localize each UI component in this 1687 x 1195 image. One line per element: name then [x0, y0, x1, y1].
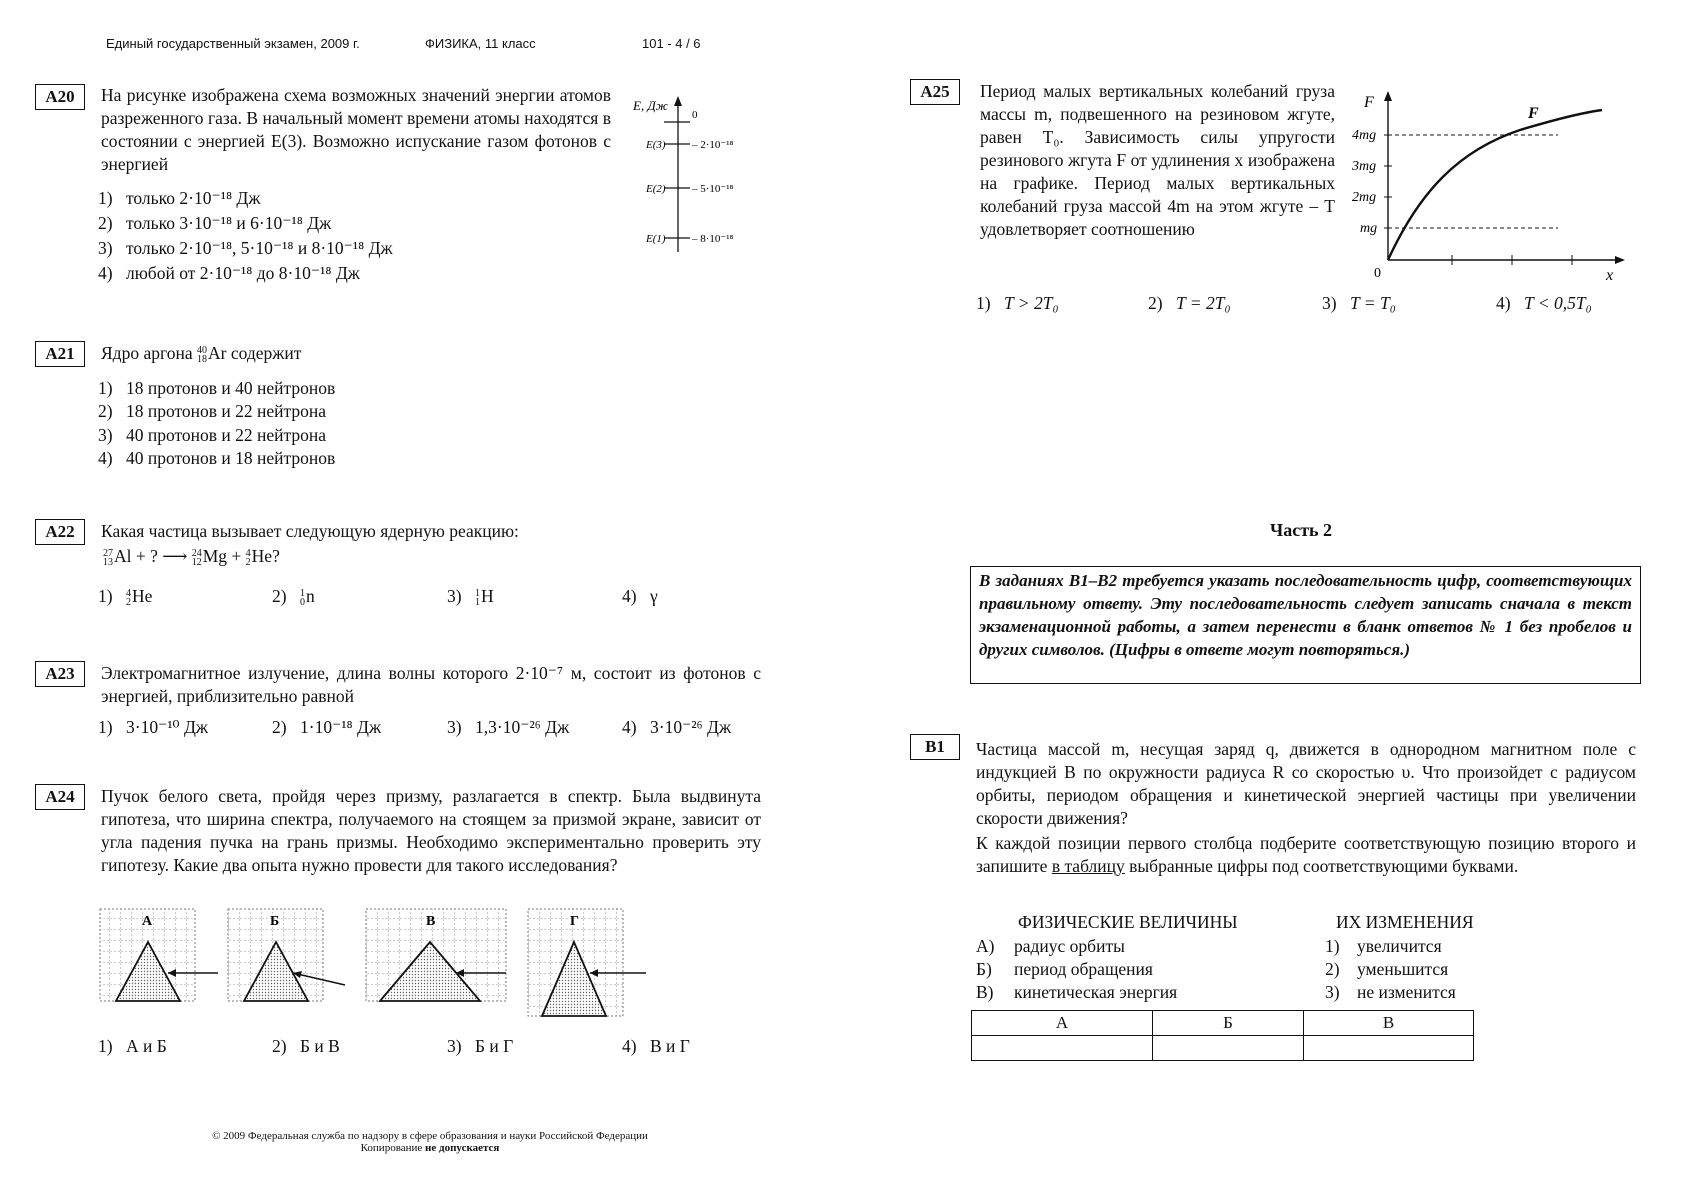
y-tick-3mg — [1351, 159, 1392, 174]
a21-option-3[interactable]: 3) 40 протонов и 22 нейтрона — [98, 425, 327, 445]
a23-option-1[interactable]: 1) 3·10⁻¹⁰ Дж — [98, 717, 208, 737]
energy-axis-label: E, Дж — [633, 98, 668, 113]
a21-option-1[interactable]: 1) 18 протонов и 40 нейтронов — [98, 378, 336, 398]
b1-change-1: 1) увеличится — [1325, 936, 1442, 956]
a20-option-3[interactable]: 3) только 2·10⁻¹⁸, 5·10⁻¹⁸ и 8·10⁻¹⁸ Дж — [98, 238, 393, 258]
prism-figures — [98, 907, 658, 1022]
argon-nuclide: 40 18 — [196, 344, 207, 365]
a25-option-2[interactable]: 2) T = 2T₀ — [1148, 293, 1231, 313]
level-2-value: – 5·10⁻¹⁸ — [692, 183, 734, 195]
a21-option-2[interactable]: 2) 18 протонов и 22 нейтрона — [98, 401, 327, 421]
b1-quantity-a: А) радиус орбиты — [976, 936, 1125, 956]
b1-answer-table — [971, 1010, 1474, 1061]
level-2-name: E(2) — [646, 183, 666, 195]
a24-option-3[interactable]: 3) Б и Г — [447, 1036, 514, 1056]
svg-text:4mg: 4mg — [1352, 128, 1377, 143]
a24-text: Пучок белого света, пройдя через призму, разлагается в спектр. Была выдвинута гипотеза, что ширина спектра, получаемого на стоящем за призмой экране, зависит от угла падения пучка на грань призмы. Необходимо экспериментально проверить эту гипотезу. Какие два опыта нужно провести для такого исследования? — [101, 786, 761, 875]
b1-text2: К каждой позиции первого столбца подберите соответствующую позицию второго и запишите в таблицу выбранные цифры под соответствующими буквами. — [976, 833, 1636, 876]
part2-title: Часть 2 — [1270, 520, 1333, 540]
curve-label: F — [1528, 105, 1539, 122]
a25-text: Период малых вертикальных колебаний груза массы m, подвешенного на резиновом жгуте, равен T₀. Зависимость силы упругости резинового жгута F от удлинения x изображена на графике. Период малых вертикальных колебаний груза массой 4m на этом жгуте – T удовлетворяет соотношению — [980, 81, 1335, 239]
figure-v-label: В — [426, 914, 436, 929]
header-exam: Единый государственный экзамен, 2009 г. — [106, 36, 360, 51]
label-b1: В1 — [910, 734, 960, 760]
header-page: 101 - 4 / 6 — [642, 36, 701, 51]
level-1-name: E(1) — [646, 233, 666, 245]
level-1-value: – 8·10⁻¹⁸ — [692, 233, 734, 245]
a22-text: Какая частица вызывает следующую ядерную реакцию: — [101, 521, 519, 541]
a23-option-3[interactable]: 3) 1,3·10⁻²⁶ Дж — [447, 717, 570, 737]
a23-text: Электромагнитное излучение, длина волны которого 2·10⁻⁷ м, состоит из фотонов с энергией, приблизительно равной — [101, 663, 761, 706]
figure-a — [100, 909, 218, 1001]
a20-option-1[interactable]: 1) только 2·10⁻¹⁸ Дж — [98, 188, 261, 208]
label-a24: А24 — [35, 784, 85, 810]
a22-option-3[interactable]: 3) 1 1H — [447, 586, 494, 608]
figure-b — [228, 909, 345, 1001]
figure-a-label: А — [142, 914, 153, 929]
level-3-name: E(3) — [646, 139, 666, 151]
a22-reaction: 27 13Al + ? ⟶ 24 12Mg + 4 2He? — [103, 546, 280, 568]
a25-option-4[interactable]: 4) T < 0,5T₀ — [1496, 293, 1592, 313]
a21-text: Ядро аргона 40 18Ar содержит — [101, 343, 302, 365]
b1-quantity-b: Б) период обращения — [976, 959, 1153, 979]
answer-header-a: А — [972, 1011, 1153, 1036]
b1-text: Частица массой m, несущая заряд q, движется в однородном магнитном поле с индукцией B по окружности радиуса R со скоростью υ. Что произойдет с радиусом орбиты, периодом обращения и кинетической энергией частицы при увеличении скорости движения? — [976, 739, 1636, 828]
answer-cell-a[interactable] — [972, 1036, 1153, 1061]
energy-zero-label: 0 — [692, 109, 698, 121]
a23-option-2[interactable]: 2) 1·10⁻¹⁸ Дж — [272, 717, 382, 737]
force-curve — [1388, 110, 1602, 260]
a25-option-3[interactable]: 3) T = T₀ — [1322, 293, 1396, 313]
answer-header-v: В — [1304, 1011, 1474, 1036]
label-a25: А25 — [910, 79, 960, 105]
header-subject: ФИЗИКА, 11 класс — [425, 36, 536, 51]
a24-option-2[interactable]: 2) Б и В — [272, 1036, 340, 1056]
b1-col1-title: ФИЗИЧЕСКИЕ ВЕЛИЧИНЫ — [1018, 912, 1238, 932]
a22-option-4[interactable]: 4) γ — [622, 586, 658, 606]
a20-question: На рисунке изображена схема возможных значений энергии атомов разреженного газа. В начальный момент времени атомы находятся в состоянии с энергией E(3). Возможно испускание газом фотонов с энергией — [101, 85, 611, 174]
level-3-value: – 2·10⁻¹⁸ — [692, 139, 734, 151]
b1-quantity-v: В) кинетическая энергия — [976, 982, 1178, 1002]
a22-option-1[interactable]: 1) 4 2He — [98, 586, 153, 608]
figure-g — [528, 909, 646, 1016]
b1-change-2: 2) уменьшится — [1325, 959, 1449, 979]
figure-b-label: Б — [270, 914, 280, 929]
answer-header-b: Б — [1152, 1011, 1303, 1036]
footer-line1: © 2009 Федеральная служба по надзору в сфере образования и науки Российской Федерации — [212, 1130, 648, 1142]
a24-option-1[interactable]: 1) А и Б — [98, 1036, 167, 1056]
b1-table-link: в таблицу — [1051, 856, 1125, 876]
label-a23: А23 — [35, 661, 85, 687]
svg-text:mg: mg — [1360, 221, 1378, 236]
label-a22: А22 — [35, 519, 85, 545]
label-a21: А21 — [35, 341, 85, 367]
answer-table-input-row — [972, 1036, 1474, 1061]
svg-text:2mg: 2mg — [1352, 190, 1377, 205]
a22-option-2[interactable]: 2) 1 0n — [272, 586, 315, 608]
a20-text — [101, 84, 611, 176]
y-tick-4mg — [1352, 128, 1392, 143]
a24-option-4[interactable]: 4) В и Г — [622, 1036, 690, 1056]
a23-option-4[interactable]: 4) 3·10⁻²⁶ Дж — [622, 717, 732, 737]
a20-option-2[interactable]: 2) только 3·10⁻¹⁸ и 6·10⁻¹⁸ Дж — [98, 213, 332, 233]
answer-cell-b[interactable] — [1152, 1036, 1303, 1061]
answer-cell-v[interactable] — [1304, 1036, 1474, 1061]
y-tick-mg — [1360, 221, 1392, 236]
y-tick-2mg — [1352, 190, 1392, 205]
footer-line2: Копирование не допускается — [360, 1142, 500, 1154]
origin-label: 0 — [1374, 266, 1381, 281]
svg-text:3mg: 3mg — [1352, 159, 1377, 174]
energy-level-diagram — [628, 92, 768, 262]
answer-table-header-row — [972, 1011, 1474, 1036]
figure-g-label: Г — [570, 914, 579, 929]
figure-v — [366, 909, 506, 1001]
b1-col2-title: ИХ ИЗМЕНЕНИЯ — [1336, 912, 1474, 932]
a20-option-4[interactable]: 4) любой от 2·10⁻¹⁸ до 8·10⁻¹⁸ Дж — [98, 263, 360, 283]
x-axis-label: x — [1606, 267, 1614, 284]
a21-option-4[interactable]: 4) 40 протонов и 18 нейтронов — [98, 448, 336, 468]
a25-option-1[interactable]: 1) T > 2T₀ — [976, 293, 1059, 313]
label-a20: А20 — [35, 84, 85, 110]
force-extension-graph — [1340, 85, 1630, 285]
y-axis-label: F — [1364, 94, 1374, 111]
part2-instruction: В заданиях В1–В2 требуется указать последовательность цифр, соответствующих правильному ответу. Эту последовательность следует записать сначала в текст экзаменационной работы, а затем перенести в бланк ответов № 1 без пробелов и других символов. (Цифры в ответе могут повторяться.) — [970, 566, 1641, 684]
b1-change-3: 3) не изменится — [1325, 982, 1456, 1002]
footer — [150, 1130, 710, 1154]
